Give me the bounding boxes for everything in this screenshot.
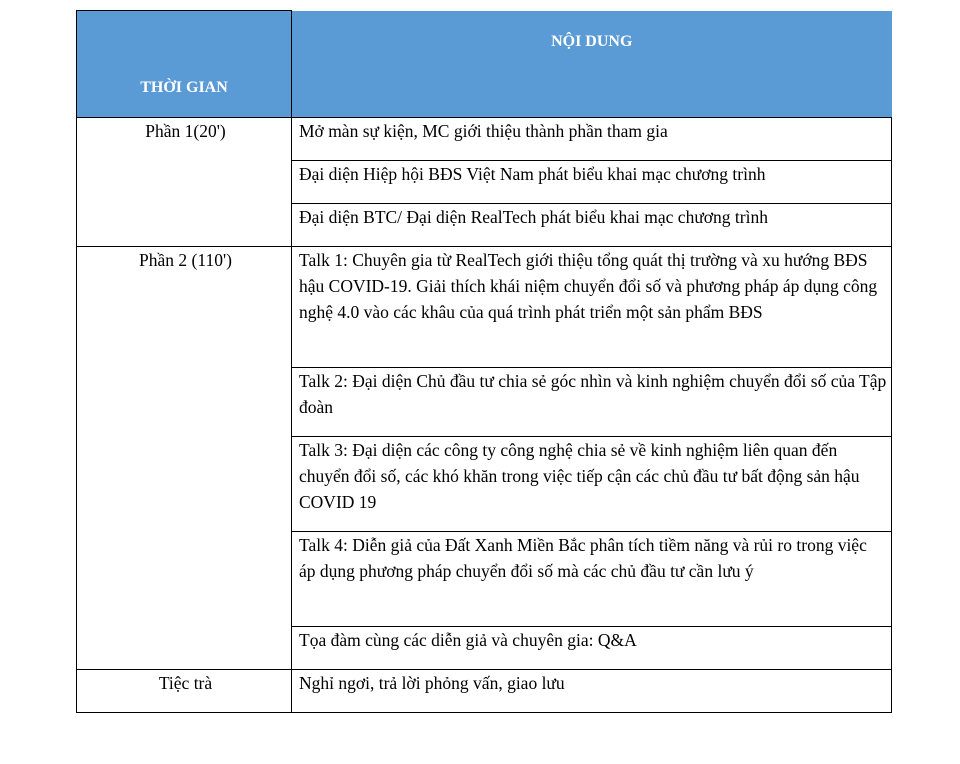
column-header-time: THỜI GIAN	[77, 11, 292, 118]
column-header-content: NỘI DUNG	[292, 11, 892, 118]
program-schedule-table	[76, 10, 892, 713]
content-cell: Talk 3: Đại diện các công ty công nghệ chia sẻ về kinh nghiệm liên quan đến chuyển đổi số, các khó khăn trong việc tiếp cận các chủ đầu tư bất động sản hậu COVID 19	[292, 436, 892, 531]
table-header-row	[77, 11, 892, 118]
content-cell: Nghỉ ngơi, trả lời phỏng vấn, giao lưu	[292, 669, 892, 712]
content-cell: Đại diện BTC/ Đại diện RealTech phát biểu khai mạc chương trình	[292, 203, 892, 246]
content-cell: Talk 2: Đại diện Chủ đầu tư chia sẻ góc nhìn và kinh nghiệm chuyển đổi số của Tập đoàn	[292, 367, 892, 436]
content-cell: Tọa đàm cùng các diễn giả và chuyên gia: Q&A	[292, 626, 892, 669]
content-cell: Talk 1: Chuyên gia từ RealTech giới thiệu tổng quát thị trường và xu hướng BĐS hậu COVID-19. Giải thích khái niệm chuyển đổi số và phương pháp áp dụng công nghệ 4.0 vào các khâu của quá trình phát triển một sản phẩm BĐS	[292, 246, 892, 367]
time-cell-part-2: Phần 2 (110')	[77, 246, 292, 669]
time-cell-tea-break: Tiệc trà	[77, 669, 292, 712]
content-cell: Đại diện Hiệp hội BĐS Việt Nam phát biểu khai mạc chương trình	[292, 160, 892, 203]
content-cell: Mở màn sự kiện, MC giới thiệu thành phần tham gia	[292, 117, 892, 160]
table-row	[77, 117, 892, 160]
content-cell: Talk 4: Diễn giả của Đất Xanh Miền Bắc phân tích tiềm năng và rủi ro trong việc áp dụng phương pháp chuyển đổi số mà các chủ đầu tư cần lưu ý	[292, 531, 892, 626]
table-row	[77, 246, 892, 367]
table-row	[77, 669, 892, 712]
time-cell-part-1: Phần 1(20')	[77, 117, 292, 246]
